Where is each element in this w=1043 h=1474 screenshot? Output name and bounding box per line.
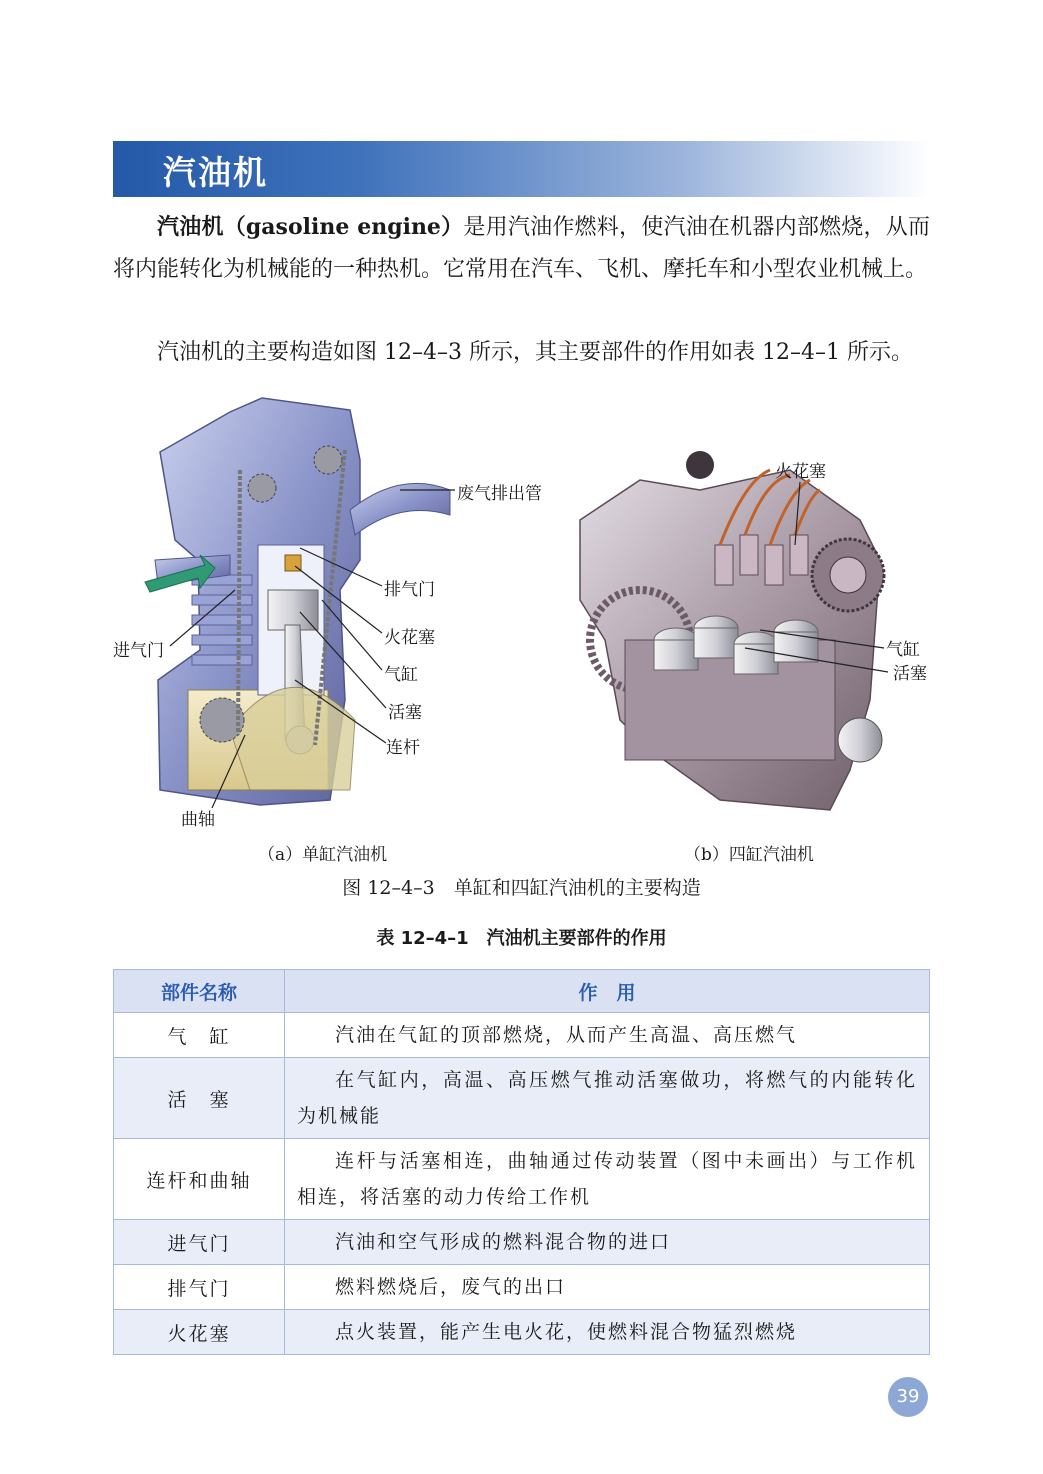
page-number: 39 (888, 1377, 928, 1417)
figure-caption: 图 12–4–3 单缸和四缸汽油机的主要构造 (342, 877, 701, 899)
part-function (285, 1139, 930, 1220)
part-function (285, 1013, 930, 1058)
label-cylinder-a: 气缸 (384, 665, 418, 685)
table-row (114, 1220, 930, 1265)
label-piston-a: 活塞 (388, 703, 422, 723)
part-function-text: 汽油在气缸的顶部燃烧，从而产生高温、高压燃气 (335, 1024, 798, 1046)
table-row (114, 1013, 930, 1058)
label-spark-plug-b: 火花塞 (775, 462, 826, 482)
part-function (285, 1058, 930, 1139)
label-piston-b: 活塞 (893, 664, 927, 684)
part-name: 排气门 (114, 1265, 285, 1310)
table-row (114, 1265, 930, 1310)
header-function: 作 用 (285, 970, 930, 1013)
part-function-text: 在气缸内，高温、高压燃气推动活塞做功，将燃气的内能转化为机械能 (297, 1069, 917, 1127)
figure-reference-paragraph: 汽油机的主要构造如图 12–4–3 所示，其主要部件的作用如表 12–4–1 所示。 (157, 340, 913, 365)
table-row (114, 1058, 930, 1139)
part-function-text: 燃料燃烧后，废气的出口 (335, 1276, 567, 1298)
label-intake-valve: 进气门 (113, 641, 164, 661)
part-name: 气 缸 (114, 1013, 285, 1058)
part-function-text: 汽油和空气形成的燃料混合物的进口 (335, 1231, 672, 1253)
table-header-row (114, 970, 930, 1013)
four-cylinder-illustration (580, 451, 884, 810)
label-spark-plug-a: 火花塞 (384, 628, 435, 648)
label-connecting-rod: 连杆 (386, 738, 420, 758)
part-function (285, 1220, 930, 1265)
header-part-name: 部件名称 (114, 970, 285, 1013)
part-function (285, 1265, 930, 1310)
part-name: 连杆和曲轴 (114, 1139, 285, 1220)
parts-function-table (113, 969, 930, 1355)
part-name: 火花塞 (114, 1310, 285, 1355)
intro-term: 汽油机（gasoline engine） (157, 214, 464, 240)
subcaption-single-cylinder: （a）单缸汽油机 (258, 845, 388, 865)
label-exhaust-pipe: 废气排出管 (457, 484, 542, 504)
label-exhaust-valve: 排气门 (384, 580, 435, 600)
table-row (114, 1310, 930, 1355)
table-caption: 表 12–4–1 汽油机主要部件的作用 (376, 928, 667, 949)
subcaption-four-cylinder: （b）四缸汽油机 (684, 845, 814, 865)
part-function (285, 1310, 930, 1355)
section-title: 汽油机 (163, 153, 268, 192)
part-function-text: 连杆与活塞相连，曲轴通过传动装置（图中未画出）与工作机相连，将活塞的动力传给工作机 (297, 1150, 917, 1208)
table-row (114, 1139, 930, 1220)
part-function-text: 点火装置，能产生电火花，使燃料混合物猛烈燃烧 (335, 1321, 798, 1343)
part-name: 活 塞 (114, 1058, 285, 1139)
label-crankshaft: 曲轴 (181, 810, 215, 830)
intro-text: 是用汽油作燃料，使汽油在机器内部燃烧，从而将内能转化为机械能的一种热机。它常用在汽车、飞机、摩托车和小型农业机械上。 (113, 215, 930, 282)
label-cylinder-b: 气缸 (886, 640, 920, 660)
part-name: 进气门 (114, 1220, 285, 1265)
